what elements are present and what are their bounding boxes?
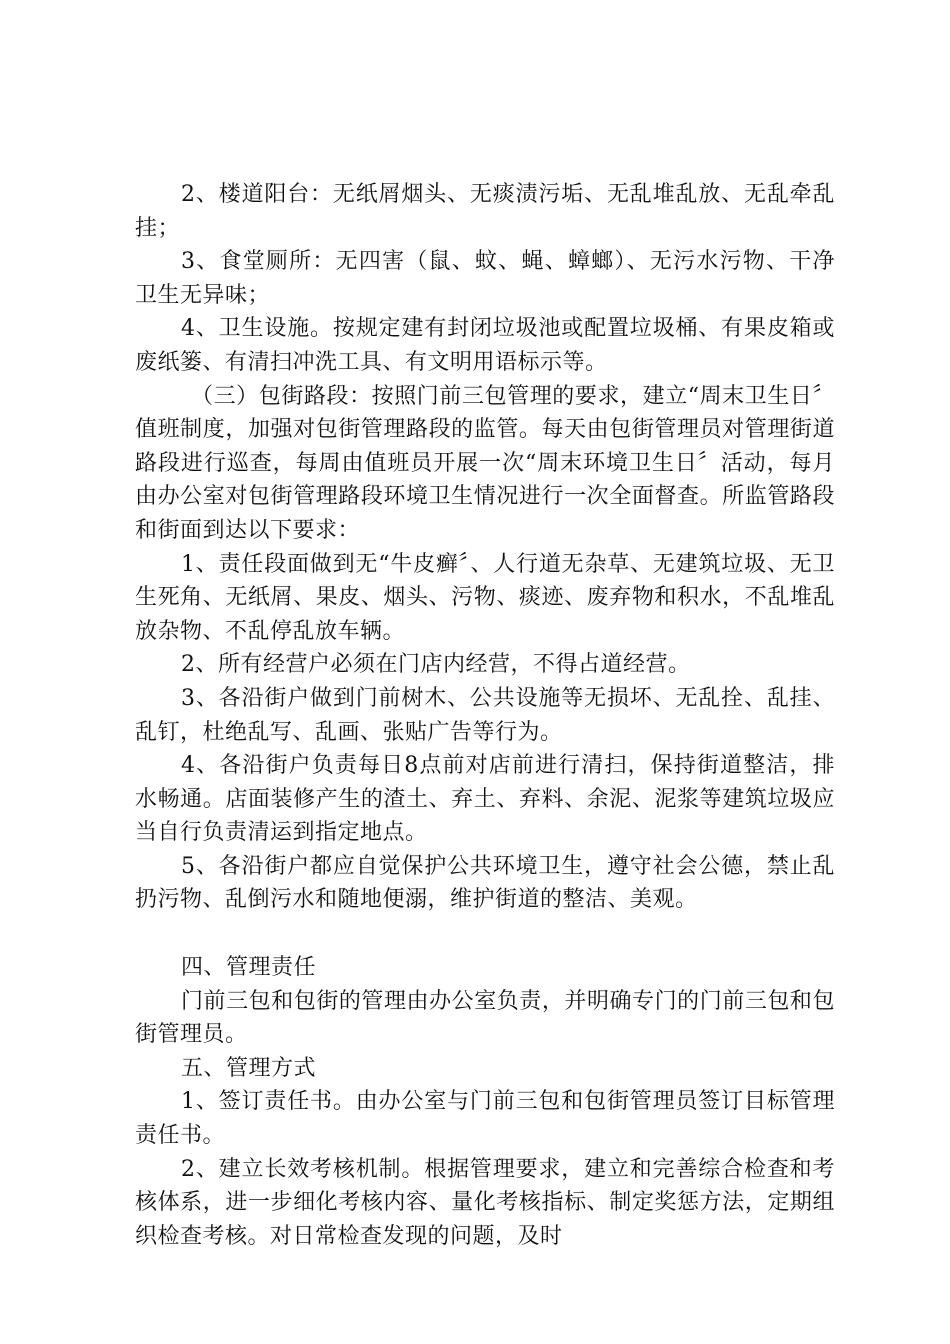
paragraph-sign-responsibility: 1、签订责任书。由办公室与门前三包和包街管理员签订目标管理责任书。 [135, 1089, 835, 1149]
paragraph-street-section: （三）包街路段：按照门前三包管理的要求，建立“周末卫生日〞值班制度，加强对包街管理路段的监管。每天由包街管理员对管理街道路段进行巡查，每周由值班员开展一次“周末环境卫生日〞活动，每月由办公室对包街管理路段环境卫生情况进行一次全面督查。所监管路段和街面到达以下要求： [135, 383, 835, 543]
paragraph-daily-cleaning: 4、各沿街户负责每日8点前对店前进行清扫，保持街道整洁，排水畅通。店面装修产生的渣土、弃土、弃料、余泥、泥浆等建筑垃圾应当自行负责清运到指定地点。 [135, 753, 835, 846]
paragraph-assessment-mechanism: 2、建立长效考核机制。根据管理要求，建立和完善综合检查和考核体系，进一步细化考核内容、量化考核指标、制定奖惩方法，定期组织检查考核。对日常检查发现的问题，及时 [135, 1156, 835, 1249]
section-heading-management-responsibility: 四、管理责任 [181, 955, 317, 981]
paragraph-stairway-balcony: 2、楼道阳台：无纸屑烟头、无痰渍污垢、无乱堆乱放、无乱牵乱挂； [135, 182, 835, 241]
paragraph-public-hygiene: 5、各沿街户都应自觉保护公共环境卫生，遵守社会公德，禁止乱扔污物、乱倒污水和随地便溺，维护街道的整洁、美观。 [135, 853, 835, 913]
paragraph-responsibility-section: 1、责任段面做到无“牛皮癣〞、人行道无杂草、无建筑垃圾、无卫生死角、无纸屑、果皮、烟头、污物、痰迹、废弃物和积水，不乱堆乱放杂物、不乱停乱放车辆。 [135, 551, 835, 644]
paragraph-sanitation-facilities: 4、卫生设施。按规定建有封闭垃圾池或配置垃圾桶、有果皮箱或废纸篓、有清扫冲洗工具、有文明用语标示等。 [135, 316, 835, 375]
document-body [135, 178, 835, 1253]
paragraph-canteen-toilet: 3、食堂厕所：无四害（鼠、蚊、蝇、蟑螂）、无污水污物、干净卫生无异味； [135, 249, 835, 308]
paragraph-business-operation: 2、所有经营户必须在门店内经营，不得占道经营。 [181, 652, 691, 678]
paragraph-street-facilities: 3、各沿街户做到门前树木、公共设施等无损坏、无乱拴、乱挂、乱钉，杜绝乱写、乱画、张贴广告等行为。 [135, 685, 835, 745]
section-heading-management-method: 五、管理方式 [181, 1055, 317, 1081]
paragraph-management-office: 门前三包和包街的管理由办公室负责，并明确专门的门前三包和包街管理员。 [135, 988, 835, 1048]
